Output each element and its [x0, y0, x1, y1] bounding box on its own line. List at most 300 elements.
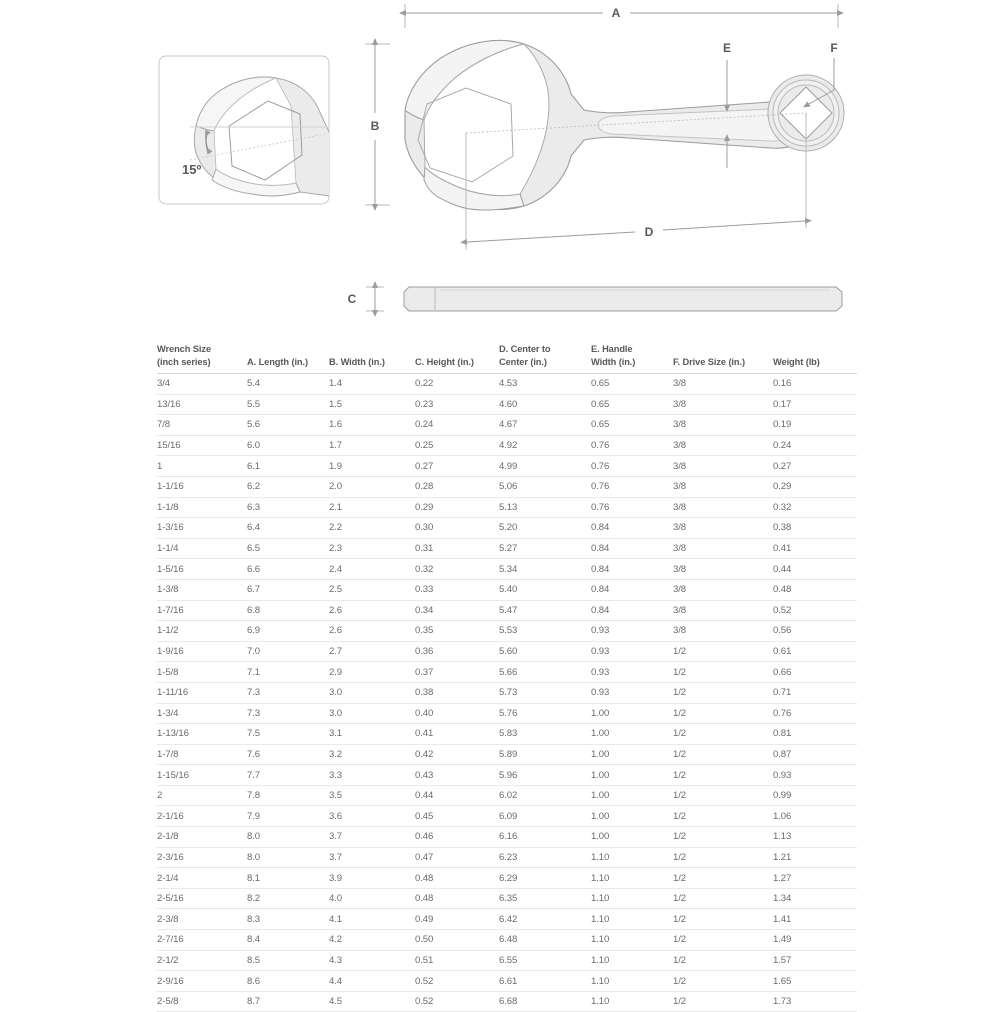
table-row	[157, 806, 857, 827]
cell-c-height: 0.24	[415, 415, 499, 436]
cell-weight: 0.16	[773, 374, 857, 395]
cell-f-drive-size: 3/8	[673, 518, 773, 539]
cell-a-length: 7.3	[247, 703, 329, 724]
cell-c-height: 0.31	[415, 538, 499, 559]
cell-f-drive-size: 1/2	[673, 868, 773, 889]
cell-weight: 0.41	[773, 538, 857, 559]
table-row	[157, 682, 857, 703]
cell-b-width: 3.7	[329, 847, 415, 868]
cell-wrench-size: 2-3/16	[157, 847, 247, 868]
cell-b-width: 4.4	[329, 971, 415, 992]
cell-weight: 0.76	[773, 703, 857, 724]
cell-f-drive-size: 1/2	[673, 682, 773, 703]
cell-a-length: 8.1	[247, 868, 329, 889]
table-row	[157, 621, 857, 642]
table-row	[157, 724, 857, 745]
cell-weight: 1.27	[773, 868, 857, 889]
wrench-head-angle-detail	[159, 56, 360, 204]
cell-c-height: 0.25	[415, 435, 499, 456]
cell-f-drive-size: 1/2	[673, 950, 773, 971]
column-header-line2: (inch series)	[157, 356, 211, 367]
cell-wrench-size: 3/4	[157, 374, 247, 395]
cell-e-handle-width: 0.76	[591, 456, 673, 477]
cell-d-center-to-center: 6.02	[499, 785, 591, 806]
cell-wrench-size: 1-3/16	[157, 518, 247, 539]
cell-b-width: 2.6	[329, 600, 415, 621]
cell-e-handle-width: 0.76	[591, 497, 673, 518]
cell-c-height: 0.30	[415, 518, 499, 539]
cell-wrench-size: 2-7/16	[157, 930, 247, 951]
cell-e-handle-width: 0.65	[591, 394, 673, 415]
cell-e-handle-width: 0.93	[591, 682, 673, 703]
cell-d-center-to-center: 5.66	[499, 662, 591, 683]
cell-a-length: 8.6	[247, 971, 329, 992]
cell-weight: 1.06	[773, 806, 857, 827]
cell-f-drive-size: 3/8	[673, 394, 773, 415]
cell-c-height: 0.47	[415, 847, 499, 868]
cell-b-width: 3.1	[329, 724, 415, 745]
cell-e-handle-width: 0.93	[591, 621, 673, 642]
cell-a-length: 6.4	[247, 518, 329, 539]
table-row	[157, 394, 857, 415]
cell-b-width: 4.2	[329, 930, 415, 951]
column-header-line2: B. Width (in.)	[329, 356, 385, 367]
cell-e-handle-width: 0.76	[591, 435, 673, 456]
cell-weight: 1.65	[773, 971, 857, 992]
cell-weight: 0.56	[773, 621, 857, 642]
cell-a-length: 6.5	[247, 538, 329, 559]
table-row	[157, 785, 857, 806]
cell-e-handle-width: 0.76	[591, 476, 673, 497]
cell-c-height: 0.49	[415, 909, 499, 930]
cell-a-length: 7.1	[247, 662, 329, 683]
cell-c-height: 0.38	[415, 682, 499, 703]
cell-f-drive-size: 1/2	[673, 971, 773, 992]
cell-weight: 0.93	[773, 765, 857, 786]
cell-e-handle-width: 0.84	[591, 538, 673, 559]
cell-weight: 1.41	[773, 909, 857, 930]
table-header	[157, 343, 857, 374]
cell-d-center-to-center: 4.53	[499, 374, 591, 395]
cell-d-center-to-center: 5.53	[499, 621, 591, 642]
cell-weight: 0.38	[773, 518, 857, 539]
cell-e-handle-width: 0.65	[591, 415, 673, 436]
column-header-e-handle-width	[591, 343, 673, 374]
cell-a-length: 7.9	[247, 806, 329, 827]
column-header-line2: Center (in.)	[499, 356, 547, 367]
cell-f-drive-size: 1/2	[673, 806, 773, 827]
cell-d-center-to-center: 5.83	[499, 724, 591, 745]
dimension-label-c: C	[347, 292, 357, 306]
column-header-wrench-size	[157, 343, 247, 374]
specifications-table-container	[157, 343, 857, 1012]
cell-f-drive-size: 1/2	[673, 991, 773, 1012]
cell-b-width: 2.2	[329, 518, 415, 539]
cell-a-length: 8.0	[247, 847, 329, 868]
dimension-label-e: E	[722, 41, 732, 55]
cell-wrench-size: 2-1/8	[157, 827, 247, 848]
cell-d-center-to-center: 5.20	[499, 518, 591, 539]
cell-wrench-size: 1-1/2	[157, 621, 247, 642]
column-header-c-height	[415, 343, 499, 374]
cell-weight: 0.17	[773, 394, 857, 415]
cell-d-center-to-center: 5.34	[499, 559, 591, 580]
cell-e-handle-width: 0.65	[591, 374, 673, 395]
cell-wrench-size: 7/8	[157, 415, 247, 436]
column-header-line2: Weight (lb)	[773, 356, 820, 367]
cell-a-length: 5.6	[247, 415, 329, 436]
cell-wrench-size: 1-7/16	[157, 600, 247, 621]
table-body	[157, 374, 857, 1012]
table-row	[157, 888, 857, 909]
column-header-d-center-to-center	[499, 343, 591, 374]
cell-f-drive-size: 3/8	[673, 497, 773, 518]
cell-b-width: 2.4	[329, 559, 415, 580]
cell-b-width: 3.9	[329, 868, 415, 889]
table-row	[157, 744, 857, 765]
cell-a-length: 8.0	[247, 827, 329, 848]
cell-c-height: 0.23	[415, 394, 499, 415]
column-header-f-drive-size	[673, 343, 773, 374]
cell-e-handle-width: 1.00	[591, 703, 673, 724]
cell-wrench-size: 1-15/16	[157, 765, 247, 786]
table-row	[157, 415, 857, 436]
cell-b-width: 1.6	[329, 415, 415, 436]
cell-a-length: 7.6	[247, 744, 329, 765]
table-row	[157, 909, 857, 930]
table-row	[157, 971, 857, 992]
cell-wrench-size: 2-5/8	[157, 991, 247, 1012]
cell-weight: 0.29	[773, 476, 857, 497]
cell-b-width: 3.6	[329, 806, 415, 827]
technical-drawing	[0, 0, 1000, 330]
cell-a-length: 8.7	[247, 991, 329, 1012]
table-row	[157, 847, 857, 868]
cell-b-width: 1.7	[329, 435, 415, 456]
cell-a-length: 7.3	[247, 682, 329, 703]
cell-d-center-to-center: 6.55	[499, 950, 591, 971]
cell-weight: 1.21	[773, 847, 857, 868]
cell-b-width: 2.7	[329, 641, 415, 662]
table-row	[157, 600, 857, 621]
column-header-a-length	[247, 343, 329, 374]
cell-weight: 0.19	[773, 415, 857, 436]
cell-wrench-size: 1-5/8	[157, 662, 247, 683]
cell-weight: 0.61	[773, 641, 857, 662]
cell-wrench-size: 2-3/8	[157, 909, 247, 930]
cell-e-handle-width: 1.00	[591, 765, 673, 786]
cell-f-drive-size: 1/2	[673, 724, 773, 745]
cell-c-height: 0.41	[415, 724, 499, 745]
cell-f-drive-size: 1/2	[673, 744, 773, 765]
dimension-label-d: D	[644, 225, 654, 239]
cell-d-center-to-center: 5.89	[499, 744, 591, 765]
cell-c-height: 0.40	[415, 703, 499, 724]
cell-e-handle-width: 0.84	[591, 600, 673, 621]
cell-f-drive-size: 1/2	[673, 641, 773, 662]
cell-wrench-size: 1-13/16	[157, 724, 247, 745]
cell-a-length: 6.0	[247, 435, 329, 456]
column-header-line1: E. Handle	[591, 344, 633, 354]
cell-a-length: 8.3	[247, 909, 329, 930]
cell-d-center-to-center: 5.73	[499, 682, 591, 703]
cell-f-drive-size: 3/8	[673, 600, 773, 621]
cell-f-drive-size: 1/2	[673, 827, 773, 848]
cell-e-handle-width: 1.00	[591, 785, 673, 806]
dimension-c	[348, 287, 384, 311]
cell-e-handle-width: 0.84	[591, 518, 673, 539]
cell-wrench-size: 1-3/8	[157, 579, 247, 600]
cell-b-width: 4.0	[329, 888, 415, 909]
table-row	[157, 930, 857, 951]
cell-wrench-size: 1-3/4	[157, 703, 247, 724]
cell-wrench-size: 1-5/16	[157, 559, 247, 580]
table-row	[157, 497, 857, 518]
cell-b-width: 3.0	[329, 703, 415, 724]
cell-d-center-to-center: 6.61	[499, 971, 591, 992]
cell-d-center-to-center: 5.96	[499, 765, 591, 786]
cell-b-width: 2.6	[329, 621, 415, 642]
table-row	[157, 991, 857, 1012]
cell-b-width: 2.0	[329, 476, 415, 497]
cell-b-width: 1.9	[329, 456, 415, 477]
cell-wrench-size: 1-7/8	[157, 744, 247, 765]
cell-wrench-size: 2	[157, 785, 247, 806]
cell-e-handle-width: 1.10	[591, 930, 673, 951]
cell-f-drive-size: 1/2	[673, 703, 773, 724]
cell-e-handle-width: 1.10	[591, 991, 673, 1012]
cell-e-handle-width: 1.00	[591, 744, 673, 765]
cell-f-drive-size: 3/8	[673, 476, 773, 497]
cell-a-length: 5.4	[247, 374, 329, 395]
cell-f-drive-size: 3/8	[673, 538, 773, 559]
cell-e-handle-width: 1.10	[591, 950, 673, 971]
column-header-line2: A. Length (in.)	[247, 356, 308, 367]
cell-c-height: 0.48	[415, 868, 499, 889]
cell-wrench-size: 2-5/16	[157, 888, 247, 909]
dimension-b	[365, 44, 390, 205]
cell-b-width: 2.9	[329, 662, 415, 683]
cell-d-center-to-center: 6.35	[499, 888, 591, 909]
cell-a-length: 6.3	[247, 497, 329, 518]
cell-d-center-to-center: 6.09	[499, 806, 591, 827]
cell-a-length: 6.8	[247, 600, 329, 621]
cell-weight: 0.27	[773, 456, 857, 477]
cell-wrench-size: 13/16	[157, 394, 247, 415]
cell-c-height: 0.46	[415, 827, 499, 848]
cell-c-height: 0.29	[415, 497, 499, 518]
cell-b-width: 1.5	[329, 394, 415, 415]
cell-b-width: 4.1	[329, 909, 415, 930]
cell-b-width: 3.3	[329, 765, 415, 786]
cell-c-height: 0.51	[415, 950, 499, 971]
table-row	[157, 559, 857, 580]
cell-b-width: 3.5	[329, 785, 415, 806]
table-row	[157, 827, 857, 848]
cell-weight: 1.49	[773, 930, 857, 951]
cell-f-drive-size: 3/8	[673, 621, 773, 642]
cell-b-width: 3.7	[329, 827, 415, 848]
table-row	[157, 456, 857, 477]
table-row	[157, 435, 857, 456]
column-header-line2: Width (in.)	[591, 356, 636, 367]
cell-d-center-to-center: 5.13	[499, 497, 591, 518]
cell-a-length: 5.5	[247, 394, 329, 415]
cell-a-length: 6.1	[247, 456, 329, 477]
cell-e-handle-width: 1.00	[591, 806, 673, 827]
cell-d-center-to-center: 6.68	[499, 991, 591, 1012]
cell-c-height: 0.48	[415, 888, 499, 909]
dimension-a	[405, 4, 838, 28]
cell-wrench-size: 2-1/2	[157, 950, 247, 971]
cell-a-length: 6.2	[247, 476, 329, 497]
cell-c-height: 0.50	[415, 930, 499, 951]
cell-c-height: 0.44	[415, 785, 499, 806]
column-header-line1: Wrench Size	[157, 344, 212, 354]
cell-wrench-size: 1-1/16	[157, 476, 247, 497]
cell-wrench-size: 15/16	[157, 435, 247, 456]
cell-weight: 0.44	[773, 559, 857, 580]
cell-e-handle-width: 1.10	[591, 888, 673, 909]
wrench-specifications-table	[157, 343, 857, 1012]
cell-d-center-to-center: 4.92	[499, 435, 591, 456]
cell-f-drive-size: 3/8	[673, 435, 773, 456]
cell-f-drive-size: 3/8	[673, 456, 773, 477]
column-header-line1: D. Center to	[499, 344, 551, 354]
cell-c-height: 0.43	[415, 765, 499, 786]
cell-b-width: 3.0	[329, 682, 415, 703]
cell-weight: 0.24	[773, 435, 857, 456]
cell-c-height: 0.34	[415, 600, 499, 621]
cell-f-drive-size: 3/8	[673, 415, 773, 436]
cell-d-center-to-center: 4.67	[499, 415, 591, 436]
cell-c-height: 0.32	[415, 559, 499, 580]
cell-wrench-size: 2-1/16	[157, 806, 247, 827]
angle-label-15deg: 15º	[182, 162, 202, 177]
cell-weight: 0.71	[773, 682, 857, 703]
open-end-wrench-edge-view	[404, 287, 842, 311]
cell-weight: 0.32	[773, 497, 857, 518]
cell-a-length: 6.9	[247, 621, 329, 642]
cell-b-width: 2.1	[329, 497, 415, 518]
cell-f-drive-size: 3/8	[673, 579, 773, 600]
cell-f-drive-size: 1/2	[673, 847, 773, 868]
open-end-wrench-face-view	[405, 40, 844, 210]
cell-a-length: 7.7	[247, 765, 329, 786]
cell-a-length: 6.6	[247, 559, 329, 580]
dimension-label-b: B	[370, 119, 380, 133]
cell-e-handle-width: 1.10	[591, 971, 673, 992]
cell-d-center-to-center: 5.60	[499, 641, 591, 662]
cell-d-center-to-center: 5.06	[499, 476, 591, 497]
table-row	[157, 765, 857, 786]
cell-b-width: 3.2	[329, 744, 415, 765]
cell-f-drive-size: 1/2	[673, 930, 773, 951]
cell-d-center-to-center: 5.27	[499, 538, 591, 559]
cell-d-center-to-center: 6.23	[499, 847, 591, 868]
column-header-line2: C. Height (in.)	[415, 356, 474, 367]
cell-f-drive-size: 1/2	[673, 909, 773, 930]
cell-d-center-to-center: 4.60	[499, 394, 591, 415]
cell-a-length: 8.2	[247, 888, 329, 909]
cell-wrench-size: 1-9/16	[157, 641, 247, 662]
cell-weight: 0.48	[773, 579, 857, 600]
cell-d-center-to-center: 6.16	[499, 827, 591, 848]
table-row	[157, 579, 857, 600]
cell-d-center-to-center: 6.29	[499, 868, 591, 889]
cell-wrench-size: 2-9/16	[157, 971, 247, 992]
table-row	[157, 662, 857, 683]
cell-b-width: 2.3	[329, 538, 415, 559]
cell-b-width: 1.4	[329, 374, 415, 395]
cell-c-height: 0.52	[415, 991, 499, 1012]
cell-weight: 1.34	[773, 888, 857, 909]
cell-a-length: 7.5	[247, 724, 329, 745]
column-header-weight	[773, 343, 857, 374]
cell-wrench-size: 1-1/8	[157, 497, 247, 518]
cell-wrench-size: 1-1/4	[157, 538, 247, 559]
table-row	[157, 538, 857, 559]
cell-weight: 0.66	[773, 662, 857, 683]
cell-c-height: 0.33	[415, 579, 499, 600]
cell-a-length: 6.7	[247, 579, 329, 600]
cell-weight: 0.99	[773, 785, 857, 806]
cell-e-handle-width: 1.10	[591, 868, 673, 889]
cell-c-height: 0.42	[415, 744, 499, 765]
cell-weight: 0.87	[773, 744, 857, 765]
cell-f-drive-size: 1/2	[673, 888, 773, 909]
cell-e-handle-width: 1.10	[591, 909, 673, 930]
cell-wrench-size: 1-11/16	[157, 682, 247, 703]
dimension-label-f: F	[830, 41, 838, 55]
cell-weight: 1.73	[773, 991, 857, 1012]
table-row	[157, 868, 857, 889]
cell-c-height: 0.52	[415, 971, 499, 992]
cell-wrench-size: 1	[157, 456, 247, 477]
cell-e-handle-width: 0.93	[591, 641, 673, 662]
table-row	[157, 374, 857, 395]
cell-d-center-to-center: 6.48	[499, 930, 591, 951]
cell-a-length: 7.8	[247, 785, 329, 806]
cell-e-handle-width: 0.84	[591, 559, 673, 580]
cell-c-height: 0.28	[415, 476, 499, 497]
cell-d-center-to-center: 5.40	[499, 579, 591, 600]
table-row	[157, 703, 857, 724]
cell-wrench-size: 2-1/4	[157, 868, 247, 889]
cell-d-center-to-center: 5.47	[499, 600, 591, 621]
cell-f-drive-size: 1/2	[673, 765, 773, 786]
cell-a-length: 8.5	[247, 950, 329, 971]
cell-e-handle-width: 0.84	[591, 579, 673, 600]
table-row	[157, 476, 857, 497]
column-header-line2: F. Drive Size (in.)	[673, 356, 745, 367]
cell-f-drive-size: 1/2	[673, 662, 773, 683]
cell-b-width: 4.3	[329, 950, 415, 971]
table-row	[157, 641, 857, 662]
cell-f-drive-size: 3/8	[673, 374, 773, 395]
cell-e-handle-width: 0.93	[591, 662, 673, 683]
cell-weight: 0.52	[773, 600, 857, 621]
cell-c-height: 0.22	[415, 374, 499, 395]
column-header-b-width	[329, 343, 415, 374]
cell-e-handle-width: 1.00	[591, 827, 673, 848]
cell-c-height: 0.37	[415, 662, 499, 683]
cell-a-length: 7.0	[247, 641, 329, 662]
table-row	[157, 950, 857, 971]
cell-e-handle-width: 1.10	[591, 847, 673, 868]
cell-c-height: 0.27	[415, 456, 499, 477]
cell-c-height: 0.35	[415, 621, 499, 642]
